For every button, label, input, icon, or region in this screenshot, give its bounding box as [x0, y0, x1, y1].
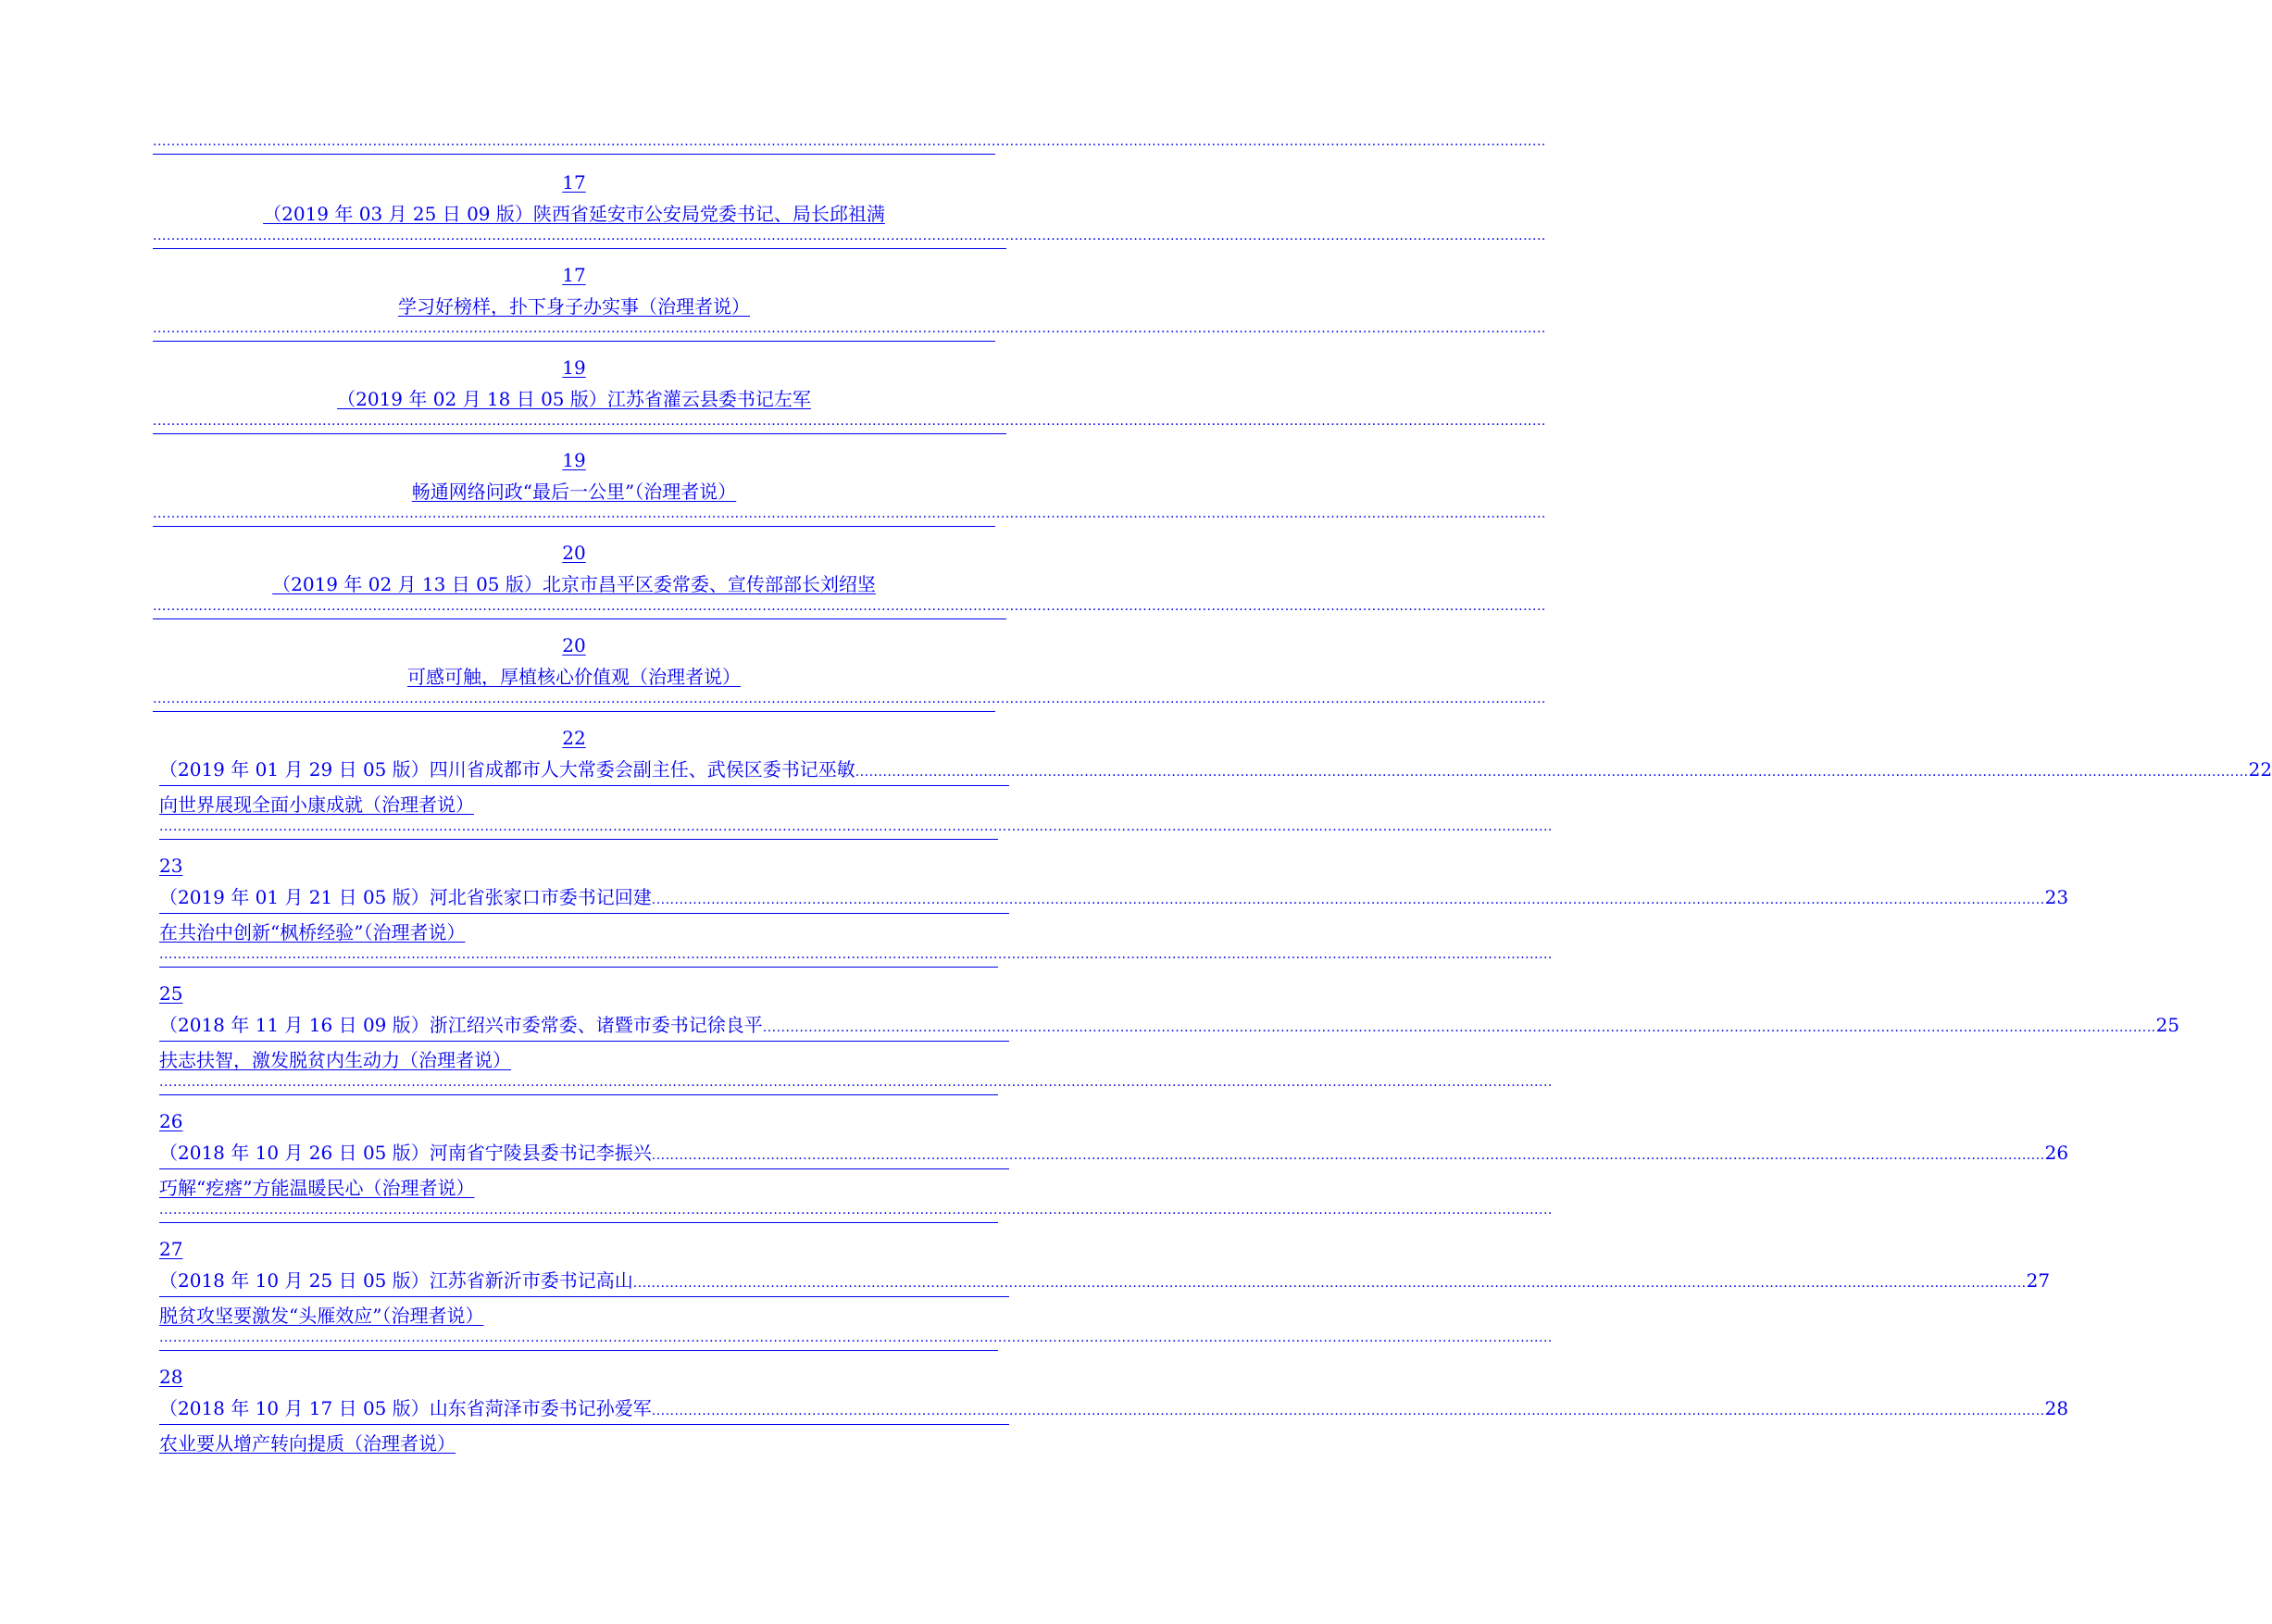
toc-entry-row[interactable] — [159, 1268, 2051, 1297]
toc-page-number[interactable]: 22 — [562, 727, 586, 749]
toc-page-number: 28 — [2044, 1397, 2069, 1419]
toc-leader-dots[interactable]: ................................................................................................................................................................................................................................................................................................................ — [153, 409, 1006, 434]
toc-leader-dots: ................................................................................................................................................................................................................................................................................................................ — [762, 1020, 2156, 1035]
toc-page-number[interactable]: 17 — [562, 171, 586, 194]
toc-leader-dots[interactable]: ................................................................................................................................................................................................................................................................................................................ — [153, 502, 995, 527]
toc-leader-dots[interactable]: ................................................................................................................................................................................................................................................................................................................ — [153, 224, 1006, 249]
toc-entry-row[interactable] — [159, 1013, 2180, 1042]
toc-article-link[interactable]: 在共治中创新“枫桥经验”（治理者说） — [159, 921, 466, 943]
toc-entry-link[interactable]: （2019 年 02 月 18 日 05 版）江苏省灌云县委书记左军 — [337, 388, 811, 410]
toc-entry-row[interactable] — [159, 1141, 2069, 1169]
toc-entry-row[interactable] — [159, 1396, 2069, 1425]
toc-article-link[interactable]: 向世界展现全面小康成就（治理者说） — [159, 793, 474, 816]
toc-leader-dots: ................................................................................................................................................................................................................................................................................................................ — [632, 1276, 2027, 1291]
toc-entry-title: （2019 年 01 月 21 日 05 版）河北省张家口市委书记回建 — [159, 886, 652, 908]
toc-page-number: 26 — [2044, 1142, 2069, 1164]
toc-leader-dots[interactable]: ................................................................................................................................................................................................................................................................................................................ — [159, 815, 998, 840]
toc-article-link[interactable]: 农业要从增产转向提质（治理者说） — [159, 1432, 456, 1455]
toc-leader-dots: ................................................................................................................................................................................................................................................................................................................ — [855, 765, 2249, 780]
toc-page-number[interactable]: 20 — [562, 634, 586, 656]
toc-article-link[interactable]: 脱贫攻坚要激发“头雁效应”（治理者说） — [159, 1305, 484, 1327]
toc-entry-title: （2019 年 01 月 29 日 05 版）四川省成都市人大常委会副主任、武侯区委书记巫敏 — [159, 758, 855, 781]
toc-entry-row[interactable] — [159, 757, 2272, 786]
toc-article-link[interactable]: 可感可触，厚植核心价值观（治理者说） — [407, 666, 741, 688]
toc-entry-row[interactable] — [159, 885, 2069, 914]
toc-page-number[interactable]: 17 — [562, 264, 586, 286]
toc-page-number[interactable]: 26 — [159, 1110, 183, 1132]
toc-leader-dots[interactable]: ................................................................................................................................................................................................................................................................................................................ — [159, 1326, 998, 1351]
toc-leader-dots[interactable]: ................................................................................................................................................................................................................................................................................................................ — [159, 1198, 998, 1223]
toc-page-number[interactable]: 20 — [562, 542, 586, 564]
toc-page-number: 23 — [2044, 886, 2069, 908]
toc-page-number: 25 — [2155, 1014, 2180, 1036]
toc-entry-title: （2018 年 10 月 26 日 05 版）河南省宁陵县委书记李振兴 — [159, 1142, 652, 1164]
toc-leader-dots: ................................................................................................................................................................................................................................................................................................................ — [651, 1404, 2045, 1418]
toc-page-number[interactable]: 23 — [159, 855, 183, 877]
toc-leader-dots[interactable]: ................................................................................................................................................................................................................................................................................................................ — [153, 317, 995, 342]
toc-page-number[interactable]: 28 — [159, 1366, 183, 1388]
toc-page-number: 27 — [2026, 1269, 2051, 1292]
toc-leader-dots[interactable]: ................................................................................................................................................................................................................................................................................................................ — [153, 594, 1006, 619]
toc-leader-dots: ................................................................................................................................................................................................................................................................................................................ — [651, 1148, 2045, 1163]
toc-leader-dots[interactable]: ................................................................................................................................................................................................................................................................................................................ — [153, 687, 995, 712]
toc-entry-title: （2018 年 10 月 25 日 05 版）江苏省新沂市委书记高山 — [159, 1269, 633, 1292]
toc-page-number[interactable]: 27 — [159, 1238, 183, 1260]
toc-leader-dots: ................................................................................................................................................................................................................................................................................................................ — [651, 893, 2045, 907]
toc-leader-dots[interactable]: ................................................................................................................................................................................................................................................................................................................ — [159, 943, 998, 968]
toc-article-link[interactable]: 学习好榜样，扑下身子办实事（治理者说） — [398, 295, 750, 318]
toc-entry-title: （2018 年 11 月 16 日 09 版）浙江绍兴市委常委、诸暨市委书记徐良平 — [159, 1014, 763, 1036]
toc-entry-link[interactable]: （2019 年 03 月 25 日 09 版）陕西省延安市公安局党委书记、局长邱祖满 — [263, 203, 885, 225]
toc-page-number: 22 — [2248, 758, 2272, 781]
toc-article-link[interactable]: 畅通网络问政“最后一公里”（治理者说） — [411, 481, 737, 503]
toc-leader-dots[interactable]: ................................................................................................................................................................................................................................................................................................................ — [159, 1070, 998, 1095]
toc-leader-dots[interactable]: ................................................................................................................................................................................................................................................................................................................ — [153, 130, 995, 155]
toc-page-number[interactable]: 25 — [159, 982, 183, 1005]
toc-entry-link[interactable]: （2019 年 02 月 13 日 05 版）北京市昌平区委常委、宣传部部长刘绍坚 — [272, 573, 876, 595]
toc-article-link[interactable]: 巧解“疙瘩”方能温暖民心（治理者说） — [159, 1177, 475, 1199]
toc-entry-title: （2018 年 10 月 17 日 05 版）山东省菏泽市委书记孙爱军 — [159, 1397, 652, 1419]
toc-page-number[interactable]: 19 — [562, 356, 586, 379]
toc-article-link[interactable]: 扶志扶智，激发脱贫内生动力（治理者说） — [159, 1049, 511, 1071]
toc-page-number[interactable]: 19 — [562, 449, 586, 471]
